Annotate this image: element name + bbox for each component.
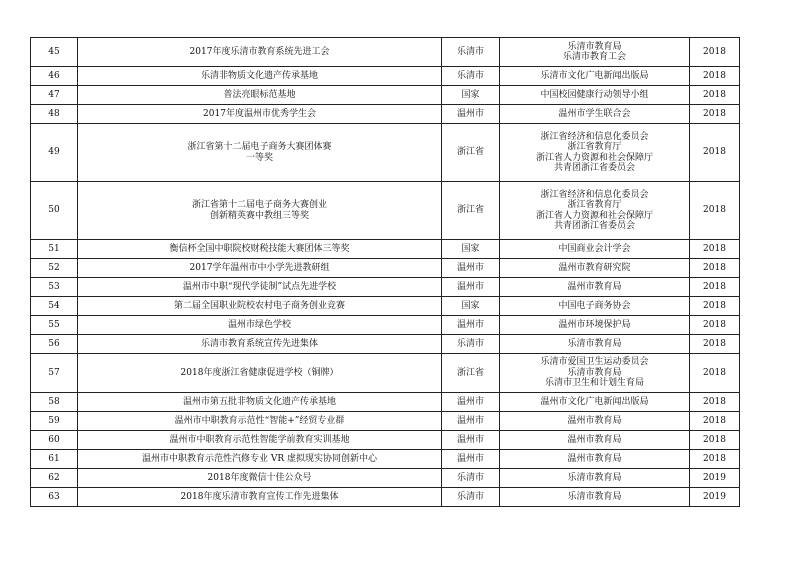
award-year-cell: 2019 [690,469,740,488]
award-year-cell: 2018 [690,412,740,431]
row-number-cell: 54 [31,297,78,316]
honor-name-line: 2018年度浙江省健康促进学校（铜牌） [180,367,339,378]
row-number-cell: 63 [31,488,78,507]
issuing-organization-line: 温州市教育研究院 [558,262,631,273]
award-year-cell: 2018 [690,431,740,450]
issuing-organization-cell [500,488,690,507]
honor-level-cell: 温州市 [442,105,500,124]
issuing-organization-cell [500,240,690,259]
table-row [31,450,740,469]
honor-name-line: 第二届全国职业院校农村电子商务创业竞赛 [173,300,345,311]
issuing-organization-cell [500,86,690,105]
row-number-cell: 52 [31,259,78,278]
issuing-organization-line: 浙江省经济和信息化委员会 [540,189,649,200]
row-number-cell: 49 [31,124,78,182]
honor-level-cell: 温州市 [442,431,500,450]
honor-name-cell [78,86,442,105]
issuing-organization-line: 浙江省经济和信息化委员会 [540,131,649,142]
table-row [31,182,740,240]
honor-name-cell [78,124,442,182]
issuing-organization-cell [500,124,690,182]
honor-name-line: 温州市绿色学校 [227,319,291,330]
issuing-organization-line: 中国电子商务协会 [558,300,631,311]
honor-level-cell: 浙江省 [442,182,500,240]
table-row [31,124,740,182]
honor-name-cell [78,488,442,507]
honor-name-cell [78,450,442,469]
row-number-cell: 53 [31,278,78,297]
honor-name-line: 温州市中职教育示范性智能学前教育实训基地 [169,434,350,445]
issuing-organization-line: 乐清市教育局 [567,338,622,349]
issuing-organization-line: 温州市文化广电新闻出版局 [540,396,649,407]
issuing-organization-line: 乐清市教育局 [567,472,622,483]
issuing-organization-line: 共青团浙江省委员会 [553,163,635,173]
issuing-organization-line: 浙江省教育厅 [567,200,622,210]
honor-level-cell: 温州市 [442,259,500,278]
honor-name-line: 普法亮眼标范基地 [223,89,296,100]
honor-name-line: 一等奖 [245,152,273,163]
honor-name-cell [78,393,442,412]
page-top-margin [30,0,739,37]
issuing-organization-cell [500,412,690,431]
issuing-organization-cell [500,67,690,86]
honor-name-line: 2017年度温州市优秀学生会 [203,108,316,119]
row-number-cell: 62 [31,469,78,488]
award-year-cell: 2018 [690,182,740,240]
issuing-organization-cell [500,335,690,354]
honor-level-cell: 温州市 [442,316,500,335]
issuing-organization-line: 中国商业会计学会 [558,243,631,254]
honor-name-cell [78,431,442,450]
honor-name-line: 温州市中职教育示范性汽修专业 VR 虚拟现实协同创新中心 [142,453,377,464]
issuing-organization-line: 乐清市教育局 [567,367,622,378]
issuing-organization-cell [500,316,690,335]
issuing-organization-line: 浙江省教育厅 [567,142,622,152]
issuing-organization-cell [500,182,690,240]
issuing-organization-line: 共青团浙江省委员会 [553,221,635,231]
issuing-organization-line: 中国校园健康行动领导小组 [540,89,649,100]
issuing-organization-line: 乐清市教育局 [567,491,622,502]
honor-name-cell [78,182,442,240]
honor-level-cell: 国家 [442,297,500,316]
row-number-cell: 45 [31,38,78,67]
honor-level-cell: 国家 [442,86,500,105]
row-number-cell: 51 [31,240,78,259]
honor-level-cell: 国家 [442,240,500,259]
honors-table-body [31,38,740,507]
honor-level-cell: 乐清市 [442,469,500,488]
issuing-organization-cell [500,105,690,124]
award-year-cell: 2018 [690,240,740,259]
honor-name-line: 乐清非物质文化遗产传承基地 [200,70,318,81]
issuing-organization-line: 浙江省人力资源和社会保障厅 [535,210,653,221]
honor-name-line: 乐清市教育系统宣传先进集体 [200,338,318,349]
table-row [31,488,740,507]
award-year-cell: 2018 [690,259,740,278]
table-row [31,431,740,450]
honor-name-line: 浙江省第十二届电子商务大赛团体赛 [187,142,332,152]
issuing-organization-cell [500,278,690,297]
row-number-cell: 59 [31,412,78,431]
issuing-organization-line: 温州市教育局 [567,281,622,292]
table-row [31,259,740,278]
row-number-cell: 50 [31,182,78,240]
row-number-cell: 46 [31,67,78,86]
honor-name-cell [78,278,442,297]
honor-name-line: 2017学年温州市中小学先进教研组 [189,262,330,273]
honor-name-cell [78,412,442,431]
award-year-cell: 2018 [690,393,740,412]
row-number-cell: 58 [31,393,78,412]
honor-name-cell [78,297,442,316]
row-number-cell: 55 [31,316,78,335]
honor-name-line: 创新精英赛中教组三等奖 [209,210,309,221]
award-year-cell: 2018 [690,354,740,393]
award-year-cell: 2019 [690,488,740,507]
issuing-organization-cell [500,431,690,450]
issuing-organization-cell [500,450,690,469]
honor-name-line: 2018年度乐清市教育宣传工作先进集体 [180,491,339,502]
issuing-organization-line: 温州市环境保护局 [558,319,631,330]
award-year-cell: 2018 [690,335,740,354]
table-row [31,354,740,393]
award-year-cell: 2018 [690,38,740,67]
award-year-cell: 2018 [690,297,740,316]
award-year-cell: 2018 [690,316,740,335]
honor-level-cell: 乐清市 [442,335,500,354]
honor-name-cell [78,240,442,259]
award-year-cell: 2018 [690,67,740,86]
honor-name-cell [78,316,442,335]
issuing-organization-cell [500,297,690,316]
row-number-cell: 47 [31,86,78,105]
table-row [31,105,740,124]
issuing-organization-line: 乐清市爱国卫生运动委员会 [540,357,649,368]
issuing-organization-line: 温州市教育局 [567,453,622,464]
honor-name-line: 2018年度微信十佳公众号 [207,472,312,483]
table-row [31,38,740,67]
award-year-cell: 2018 [690,86,740,105]
issuing-organization-cell [500,393,690,412]
award-year-cell: 2018 [690,278,740,297]
honor-level-cell: 浙江省 [442,354,500,393]
honor-name-line: 温州市中职教育示范性“智能+”经贸专业群 [174,415,345,426]
issuing-organization-line: 乐清市教育局 [567,41,622,52]
table-row [31,335,740,354]
honor-name-cell [78,67,442,86]
row-number-cell: 56 [31,335,78,354]
row-number-cell: 57 [31,354,78,393]
honor-name-line: 浙江省第十二届电子商务大赛创业 [191,200,327,210]
issuing-organization-line: 温州市教育局 [567,415,622,426]
issuing-organization-line: 乐清市教育工会 [562,52,626,62]
award-year-cell: 2018 [690,450,740,469]
honor-name-line: 2017年度乐清市教育系统先进工会 [189,46,330,57]
issuing-organization-line: 温州市学生联合会 [558,108,631,119]
honor-level-cell: 温州市 [442,412,500,431]
table-row [31,316,740,335]
honor-level-cell: 乐清市 [442,38,500,67]
honor-name-cell [78,354,442,393]
issuing-organization-cell [500,354,690,393]
honor-level-cell: 温州市 [442,450,500,469]
row-number-cell: 61 [31,450,78,469]
honor-name-cell [78,38,442,67]
honor-name-cell [78,335,442,354]
issuing-organization-line: 乐清市卫生和计划生育局 [544,378,644,389]
honor-name-cell [78,259,442,278]
table-row [31,240,740,259]
honor-level-cell: 乐清市 [442,488,500,507]
table-row [31,469,740,488]
honor-level-cell: 温州市 [442,278,500,297]
table-row [31,297,740,316]
award-year-cell: 2018 [690,124,740,182]
honor-name-cell [78,105,442,124]
table-row [31,86,740,105]
table-row [31,67,740,86]
issuing-organization-line: 浙江省人力资源和社会保障厅 [535,152,653,163]
row-number-cell: 48 [31,105,78,124]
award-year-cell: 2018 [690,105,740,124]
honors-table [30,37,740,507]
issuing-organization-cell [500,469,690,488]
table-row [31,393,740,412]
honor-name-line: 衡信杯全国中职院校财税技能大赛团体三等奖 [169,243,350,254]
honor-level-cell: 温州市 [442,393,500,412]
honor-name-line: 温州市中职“现代学徒制”试点先进学校 [182,281,337,292]
row-number-cell: 60 [31,431,78,450]
table-row [31,278,740,297]
issuing-organization-cell [500,259,690,278]
issuing-organization-line: 乐清市文化广电新闻出版局 [540,70,649,81]
honor-level-cell: 浙江省 [442,124,500,182]
issuing-organization-line: 温州市教育局 [567,434,622,445]
honor-name-cell [78,469,442,488]
issuing-organization-cell [500,38,690,67]
table-row [31,412,740,431]
honor-level-cell: 乐清市 [442,67,500,86]
honor-name-line: 温州市第五批非物质文化遗产传承基地 [182,396,336,407]
